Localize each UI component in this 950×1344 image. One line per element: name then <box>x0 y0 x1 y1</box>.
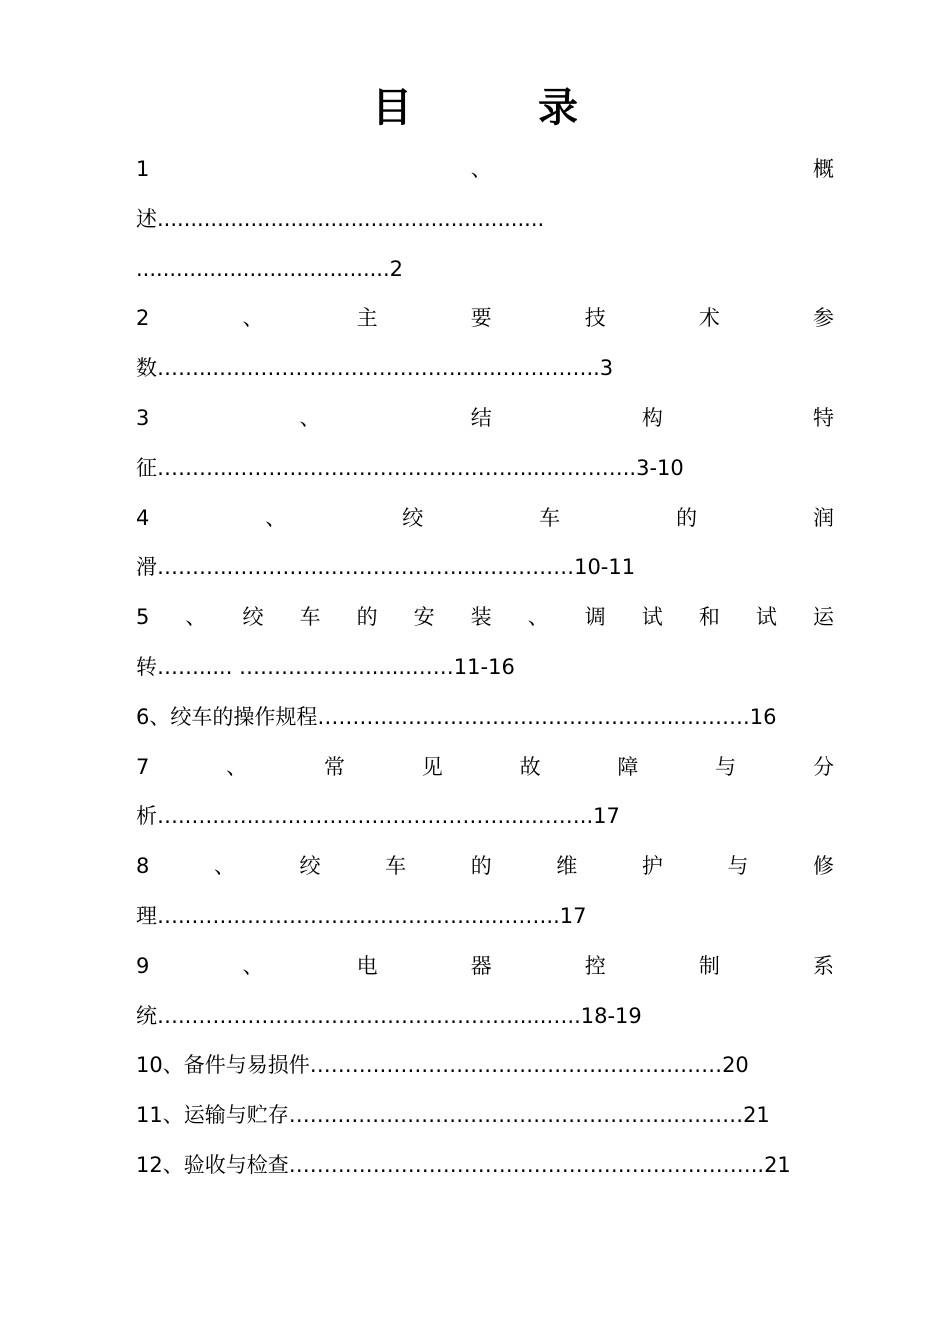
toc-text: 的 <box>470 854 492 879</box>
toc-text: 、 <box>265 505 287 530</box>
toc-entry-5-line1 <box>136 593 834 643</box>
toc-text: 1 <box>136 157 150 181</box>
toc-text: 、 <box>242 306 264 331</box>
toc-entry-4-line2: 滑………..…………..……………….....…………10-11 <box>136 555 636 580</box>
toc-text: 4 <box>136 505 150 530</box>
toc-text: 与 <box>727 854 749 879</box>
toc-entry-9-line2: 统…..………….…………………………….....…..18-19 <box>136 1003 642 1028</box>
toc-text: 特 <box>813 405 834 430</box>
toc-entry-8-line2: 理…..…….…………………………….....……..17 <box>136 903 587 928</box>
toc-text: 技 <box>584 306 606 331</box>
toc-entry-4-line1 <box>136 494 834 544</box>
toc-text: 调 <box>584 605 606 630</box>
toc-text: 故 <box>519 754 541 779</box>
toc-entry-2-line1 <box>136 294 834 344</box>
toc-entry-1-line1 <box>136 145 834 195</box>
toc-text: 、 <box>242 953 264 978</box>
toc-text: 的 <box>676 505 698 530</box>
toc-text: 试 <box>641 605 663 630</box>
toc-text: 制 <box>698 953 720 978</box>
toc-text: 、 <box>299 405 321 430</box>
toc-text: 术 <box>698 306 720 331</box>
toc-text: 构 <box>641 405 663 430</box>
toc-text: 润 <box>812 505 834 530</box>
toc-text: 参 <box>812 306 834 331</box>
toc-entry-1-line3: ......................................2 <box>136 256 404 281</box>
toc-text: 绞 <box>402 505 424 530</box>
toc-text: 7 <box>136 754 150 779</box>
toc-text: 2 <box>136 306 150 331</box>
toc-entry-3-line2: 征………..………..…………………………......………..3-10 <box>136 455 684 480</box>
toc-text: 运 <box>812 605 834 630</box>
page-title: 目 录 <box>372 85 634 131</box>
toc-entry-11: 11、运输与贮存…….….………………………………………………21 <box>136 1103 770 1128</box>
toc-text: 装 <box>470 605 492 630</box>
toc-text: 的 <box>356 605 378 630</box>
toc-text: 、 <box>185 605 207 630</box>
toc-text: 维 <box>556 854 578 879</box>
toc-text: 结 <box>470 405 492 430</box>
toc-text: 试 <box>755 605 777 630</box>
toc-text: 修 <box>813 854 834 879</box>
toc-text: 器 <box>470 953 492 978</box>
table-of-contents <box>136 145 834 1191</box>
toc-entry-8-line1 <box>136 842 834 892</box>
toc-text: 车 <box>299 605 321 630</box>
toc-text: 、 <box>470 157 492 181</box>
toc-text: 3 <box>136 405 150 430</box>
toc-text: 绞 <box>242 605 264 630</box>
toc-entry-7-line2: 析…..…..…..…..………………………….....……..17 <box>136 804 620 829</box>
toc-text: 控 <box>584 953 606 978</box>
toc-text: 主 <box>356 306 378 331</box>
toc-entry-2-line2: 数……...…..………..……………….......…………..3 <box>136 356 614 381</box>
toc-entry-10: 10、备件与易损件……….…….……………………………………20 <box>136 1053 749 1078</box>
toc-entry-7-line1 <box>136 743 834 793</box>
toc-text: 绞 <box>299 854 321 879</box>
toc-entry-5-line2: 转……..... ……………….......……11-16 <box>136 654 515 679</box>
toc-text: 车 <box>385 854 407 879</box>
toc-text: 障 <box>617 754 639 779</box>
toc-text: 车 <box>539 505 561 530</box>
toc-entry-6: 6、绞车的操作规程……….…………………………………...……….16 <box>136 704 777 729</box>
toc-text: 安 <box>413 605 435 630</box>
toc-text: 、 <box>527 605 549 630</box>
toc-text: 、 <box>226 754 248 779</box>
toc-text: 5 <box>136 605 150 630</box>
toc-text: 要 <box>470 306 492 331</box>
toc-text: 、 <box>213 854 235 879</box>
toc-text: 常 <box>323 754 345 779</box>
toc-text: 与 <box>715 754 737 779</box>
toc-entry-1-line2: 述.......................................................... <box>136 206 545 231</box>
toc-entry-9-line1 <box>136 942 834 992</box>
toc-text: 9 <box>136 953 150 978</box>
toc-entry-3-line1 <box>136 394 834 444</box>
toc-text: 电 <box>356 953 378 978</box>
toc-text: 护 <box>641 854 663 879</box>
toc-text: 见 <box>421 754 443 779</box>
toc-text: 系 <box>812 953 834 978</box>
toc-text: 概 <box>813 157 834 181</box>
toc-text: 和 <box>698 605 720 630</box>
toc-entry-12: 12、验收与检查…………………………………………………………..21 <box>136 1152 791 1177</box>
toc-text: 分 <box>812 754 834 779</box>
toc-text: 8 <box>136 854 150 879</box>
